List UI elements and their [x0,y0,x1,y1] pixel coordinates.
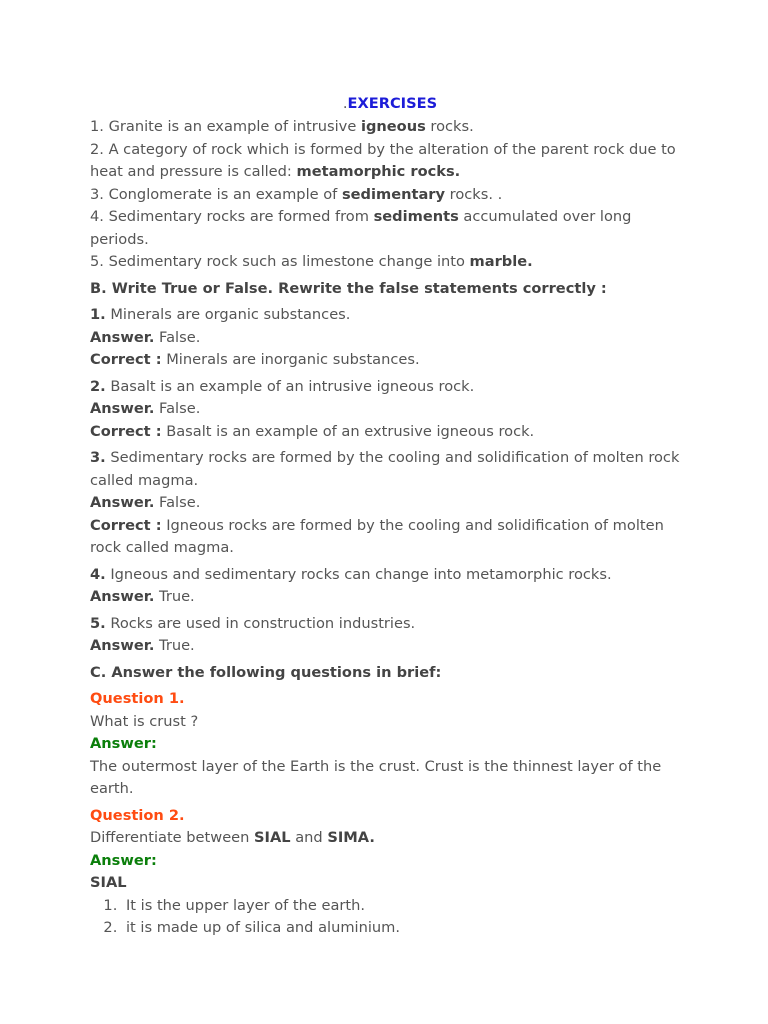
tf-statement: 5. Rocks are used in construction industries. [90,614,416,632]
tf-statement: 3. Sedimentary rocks are formed by the cooling and solidification of molten rock called magma. [90,449,680,489]
tf-statement: 1. Minerals are organic substances. [90,306,351,323]
fill-blank-item-5: 5. Sedimentary rock such as limestone change into marble. [90,253,533,270]
fill-blank-item-4: 4. Sedimentary rocks are formed from sediments accumulated over long periods. [90,208,632,248]
fill-blank-item-2: 2. A category of rock which is formed by the alteration of the parent rock due to heat and pressure is called: metamorphic rocks. [90,140,676,180]
exercise-page [90,92,690,940]
question-label: Question 1. [90,690,185,707]
tf-correction: Correct : Minerals are inorganic substances. [90,351,420,368]
question-1 [90,688,690,801]
exercises-title [90,92,690,116]
answer-label: Answer: [90,735,157,752]
tf-item-3 [90,447,690,560]
tf-item-2 [90,376,690,444]
section-c-heading: C. Answer the following questions in brief: [90,663,442,681]
sial-points-list [90,895,690,940]
title-text: EXERCISES [347,95,438,112]
tf-statement: 2. Basalt is an example of an intrusive igneous rock. [90,377,475,395]
answer-label: Answer: [90,851,157,869]
question-label: Question 2. [90,806,185,824]
tf-correction: Correct : Igneous rocks are formed by the cooling and solidification of molten rock called magma. [90,516,664,556]
sial-heading: SIAL [90,874,127,891]
title-dot: . [342,95,348,112]
tf-answer: Answer. True. [90,637,195,654]
tf-answer: Answer. False. [90,400,201,417]
question-text: What is crust ? [90,712,199,730]
tf-answer: Answer. True. [90,588,195,605]
section-b-heading: B. Write True or False. Rewrite the false statements correctly : [90,279,607,297]
tf-item-5 [90,613,690,658]
tf-answer: Answer. False. [90,328,201,346]
tf-item-1 [90,304,690,372]
list-item: 2. it is made up of silica and aluminium. [122,917,690,940]
fill-blank-item-3: 3. Conglomerate is an example of sedimentary rocks. . [90,185,503,203]
tf-statement: 4. Igneous and sedimentary rocks can change into metamorphic rocks. [90,565,612,583]
section-a-list [90,116,690,274]
question-text: Differentiate between SIAL and SIMA. [90,829,375,846]
tf-item-4 [90,564,690,609]
tf-answer: Answer. False. [90,494,201,511]
fill-blank-item-1: 1. Granite is an example of intrusive igneous rocks. [90,118,474,135]
list-item: 1. It is the upper layer of the earth. [122,895,690,918]
answer-text: The outermost layer of the Earth is the crust. Crust is the thinnest layer of the earth. [90,757,662,797]
tf-correction: Correct : Basalt is an example of an extrusive igneous rock. [90,422,535,440]
question-2 [90,805,690,940]
